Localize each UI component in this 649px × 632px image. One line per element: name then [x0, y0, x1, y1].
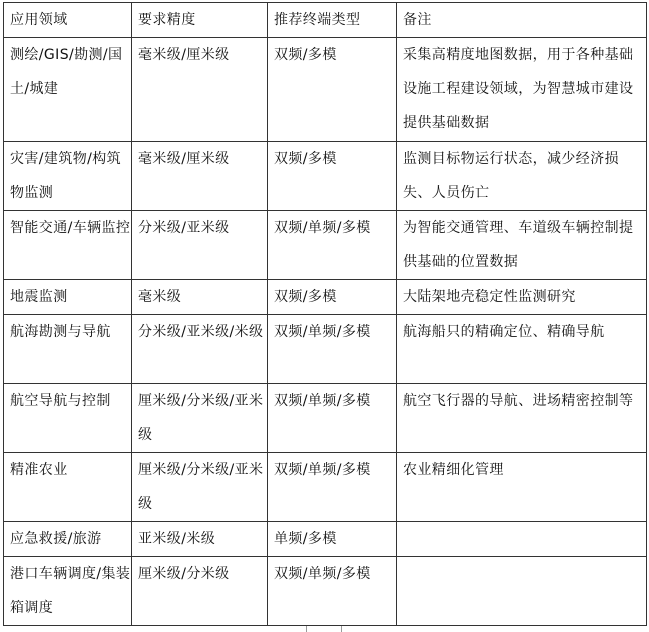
header-precision: 要求精度: [132, 3, 268, 38]
cell-remarks: 采集高精度地图数据，用于各种基础设施工程建设领域，为智慧城市建设提供基础数据: [397, 38, 647, 142]
table-row: [4, 453, 647, 522]
cell-remarks: 航海船只的精确定位、精确导航: [397, 315, 647, 384]
cell-domain: 地震监测: [4, 280, 132, 315]
cell-terminal-type: 双频/单频/多模: [268, 453, 397, 522]
cell-precision: 毫米级/厘米级: [132, 38, 268, 142]
cell-domain: 智能交通/车辆监控: [4, 211, 132, 280]
table-row: [4, 211, 647, 280]
table-row: [4, 38, 647, 142]
application-precision-table: [3, 2, 647, 626]
cell-terminal-type: 双频/多模: [268, 142, 397, 211]
cell-domain: 灾害/建筑物/构筑物监测: [4, 142, 132, 211]
header-domain: 应用领域: [4, 3, 132, 38]
cell-precision: 分米级/亚米级: [132, 211, 268, 280]
cell-precision: 分米级/亚米级/米级: [132, 315, 268, 384]
cell-precision: 毫米级/厘米级: [132, 142, 268, 211]
cell-precision: 厘米级/分米级: [132, 557, 268, 626]
cell-remarks: 农业精细化管理: [397, 453, 647, 522]
table-row: [4, 557, 647, 626]
cell-domain: 精准农业: [4, 453, 132, 522]
cell-terminal-type: 双频/多模: [268, 280, 397, 315]
cell-remarks: 航空飞行器的导航、进场精密控制等: [397, 384, 647, 453]
table-header-row: [4, 3, 647, 38]
table-row: [4, 522, 647, 557]
cell-domain: 航海勘测与导航: [4, 315, 132, 384]
header-remarks: 备注: [397, 3, 647, 38]
table-row: [4, 384, 647, 453]
cell-precision: 厘米级/分米级/亚米级: [132, 384, 268, 453]
cell-terminal-type: 双频/单频/多模: [268, 315, 397, 384]
cell-domain: 航空导航与控制: [4, 384, 132, 453]
cell-terminal-type: 双频/多模: [268, 38, 397, 142]
cell-remarks: 大陆架地壳稳定性监测研究: [397, 280, 647, 315]
cell-terminal-type: 单频/多模: [268, 522, 397, 557]
table-row: [4, 280, 647, 315]
header-terminal-type: 推荐终端类型: [268, 3, 397, 38]
cell-domain: 测绘/GIS/勘测/国土/城建: [4, 38, 132, 142]
cell-precision: 厘米级/分米级/亚米级: [132, 453, 268, 522]
cell-domain: 港口车辆调度/集装箱调度: [4, 557, 132, 626]
cell-remarks: [397, 522, 647, 557]
page-edge-marker: [306, 626, 342, 632]
cell-domain: 应急救援/旅游: [4, 522, 132, 557]
cell-terminal-type: 双频/单频/多模: [268, 557, 397, 626]
cell-terminal-type: 双频/单频/多模: [268, 384, 397, 453]
cell-terminal-type: 双频/单频/多模: [268, 211, 397, 280]
table-row: [4, 142, 647, 211]
table-row: [4, 315, 647, 384]
cell-precision: 毫米级: [132, 280, 268, 315]
cell-remarks: 监测目标物运行状态，减少经济损失、人员伤亡: [397, 142, 647, 211]
cell-remarks: 为智能交通管理、车道级车辆控制提供基础的位置数据: [397, 211, 647, 280]
cell-remarks: [397, 557, 647, 626]
cell-precision: 亚米级/米级: [132, 522, 268, 557]
